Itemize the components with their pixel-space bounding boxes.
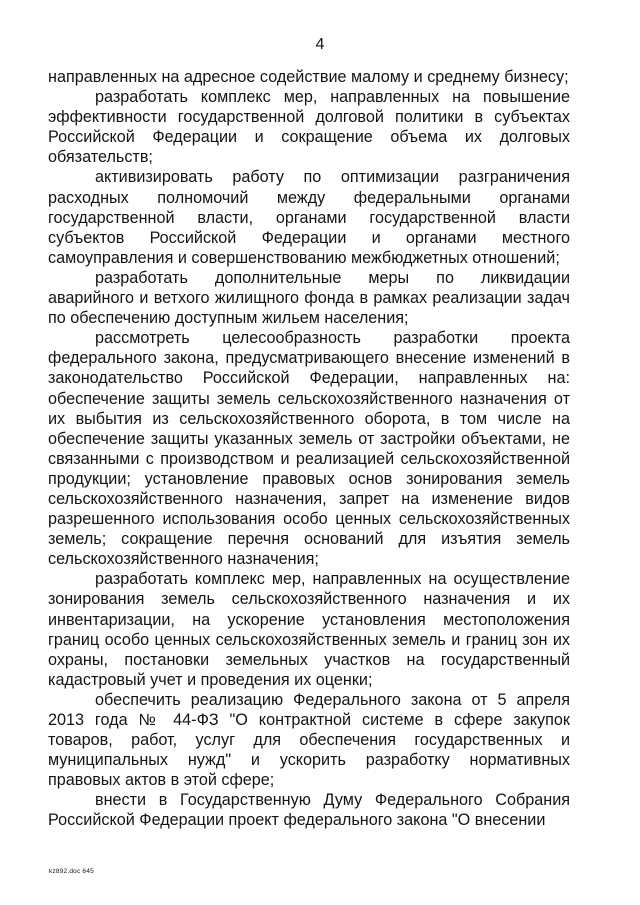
paragraph-housing: разработать дополнительные меры по ликвидации аварийного и ветхого жилищного фонда в рамках реализации задач по обеспечению доступным жильем населения; [48, 268, 570, 328]
document-footer-code: kz892.doc 645 [49, 868, 94, 875]
page-number: 4 [315, 36, 325, 53]
paragraph-state-duma: внести в Государственную Думу Федерального Собрания Российской Федерации проект федерального закона "О внесении [48, 791, 570, 830]
paragraph-budget-powers: активизировать работу по оптимизации разграничения расходных полномочий между федеральными органами государственной власти, органами государственной власти субъектов Российской Федерации и органами местного самоуправления и совершенствованию межбюджетных отношений; [48, 168, 570, 267]
document-body [48, 67, 570, 831]
paragraph-land-zoning: разработать комплекс мер, направленных на осуществление зонирования земель сельскохозяйственного назначения и их инвентаризации, на ускорение установления местоположения границ особо ценных сельскохозяйственных земель и границ зон их охраны, постановки земельных участков на государственный кадастровый учет и проведения их оценки; [48, 570, 570, 689]
paragraph-agricultural-land-law: рассмотреть целесообразность разработки проекта федерального закона, предусматривающего внесение изменений в законодательство Российской Федерации, направленных на: обеспечение защиты земель сельскохозяйственного назначения от их выбытия из сельскохозяйственного оборота, в том числе на обеспечение защиты указанных земель от застройки объектами, не связанными с производством и реализацией сельскохозяйственной продукции; установление правовых основ зонирования земель сельскохозяйственного назначения, запрет на изменение видов разрешенного использования особо ценных сельскохозяйственных земель; сокращение перечня оснований для изъятия земель сельскохозяйственного назначения; [48, 329, 570, 569]
paragraph-procurement-law: обеспечить реализацию Федерального закона от 5 апреля 2013 года № 44-ФЗ "О контрактной системе в сфере закупок товаров, работ, услуг для обеспечения государственных и муниципальных нужд" и ускорить разработку нормативных правовых актов в этой сфере; [48, 690, 570, 790]
paragraph-continuation: направленных на адресное содействие малому и среднему бизнесу; [48, 68, 569, 86]
paragraph-debt-policy: разработать комплекс мер, направленных на повышение эффективности государственной долговой политики в субъектах Российской Федерации и сокращение объема их долговых обязательств; [48, 88, 570, 167]
